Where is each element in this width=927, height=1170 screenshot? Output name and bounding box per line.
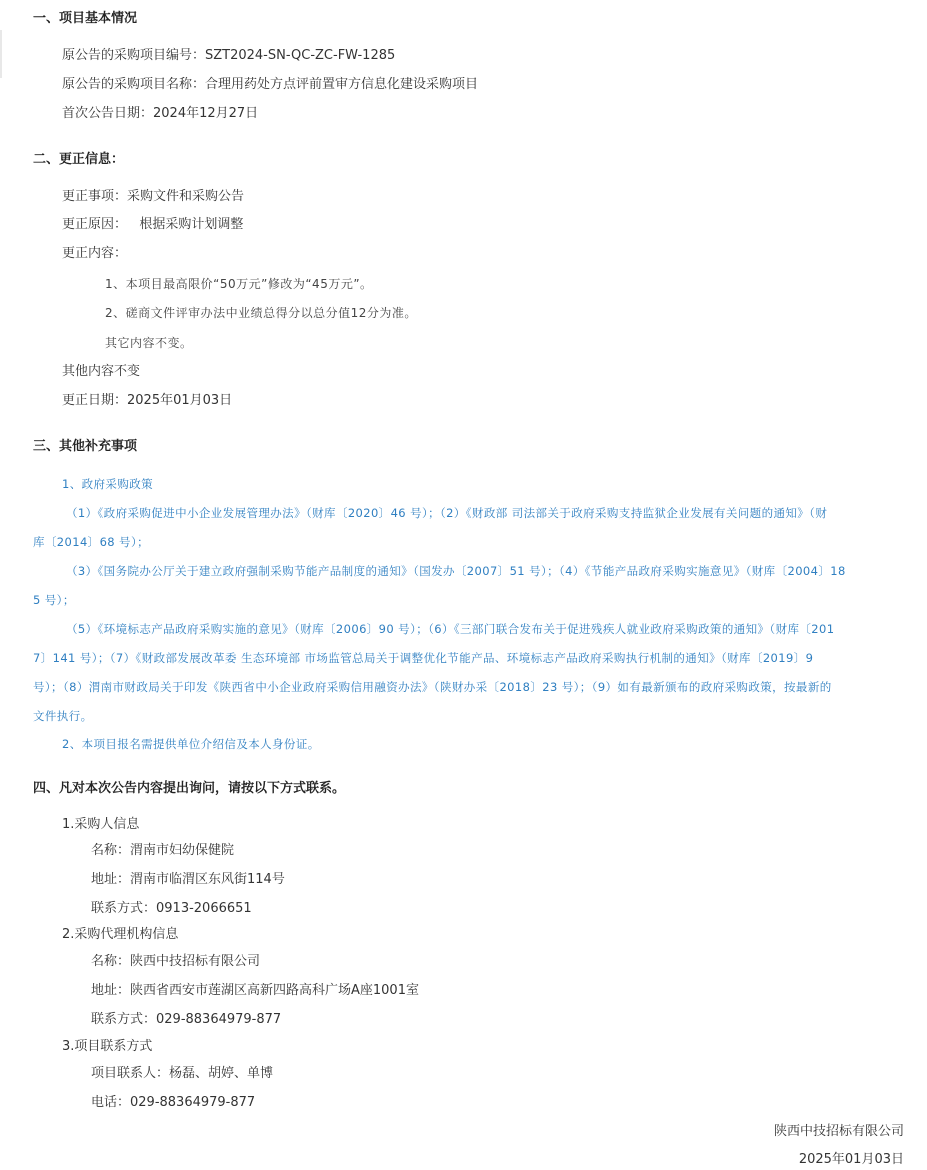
left-edge-divider xyxy=(0,30,2,78)
policy-line: 库〔2014〕68 号）； xyxy=(33,535,150,549)
purchaser-info-title: 1.采购人信息 xyxy=(62,817,140,832)
section-heading-basic-info: 一、项目基本情况 xyxy=(33,11,138,26)
policy-line: （1）《政府采购促进中小企业发展管理办法》（财库〔2020〕46 号）；（2）《财政部 司法部关于政府采购支持监狱企业发展有关问题的通知》（财 xyxy=(66,506,828,520)
policy-line: 号）；（8）渭南市财政局关于印发《陕西省中小企业政府采购信用融资办法》（陕财办采〔2018〕23 号）；（9）如有最新颁布的政府采购政策，按最新的 xyxy=(33,680,832,694)
section-heading-supplementary: 三、其他补充事项 xyxy=(33,439,138,454)
signature-date: 2025年01月03日 xyxy=(798,1152,904,1167)
policy-title: 1、政府采购政策 xyxy=(62,477,154,491)
purchaser-name: 名称：渭南市妇幼保健院 xyxy=(91,843,235,858)
correction-item: 2、磋商文件评审办法中业绩总得分以总分值12分为准。 xyxy=(105,306,417,320)
registration-requirement: 2、本项目报名需提供单位介绍信及本人身份证。 xyxy=(62,737,320,751)
section-heading-contact: 四、凡对本次公告内容提出询问，请按以下方式联系。 xyxy=(33,781,346,796)
correction-content-label: 更正内容： xyxy=(62,246,128,261)
project-contact-title: 3.项目联系方式 xyxy=(62,1039,153,1054)
policy-line: 5 号）； xyxy=(33,593,75,607)
agency-name: 名称：陕西中技招标有限公司 xyxy=(91,954,261,969)
project-contact-person: 项目联系人：杨磊、胡婷、单博 xyxy=(91,1066,274,1081)
section-heading-correction: 二、更正信息： xyxy=(33,152,125,167)
correction-date: 更正日期：2025年01月03日 xyxy=(62,393,233,408)
signature-company: 陕西中技招标有限公司 xyxy=(773,1124,904,1139)
agency-address: 地址：陕西省西安市莲湖区高新四路高科广场A座1001室 xyxy=(91,983,419,998)
policy-line: 7〕141 号）；（7）《财政部发展改革委 生态环境部 市场监管总局关于调整优化节能产品、环境标志产品政府采购执行机制的通知》（财库〔2019〕9 xyxy=(33,651,814,665)
other-content-unchanged: 其他内容不变 xyxy=(62,364,141,379)
policy-line: （3）《国务院办公厅关于建立政府强制采购节能产品制度的通知》（国发办〔2007〕51 号）；（4）《节能产品政府采购实施意见》（财库〔2004〕18 xyxy=(66,564,846,578)
policy-line: （5）《环境标志产品政府采购实施的意见》（财库〔2006〕90 号）；（6）《三部门联合发布关于促进残疾人就业政府采购政策的通知》（财库〔201 xyxy=(66,622,835,636)
first-announcement-date: 首次公告日期：2024年12月27日 xyxy=(62,106,259,121)
purchaser-contact: 联系方式：0913-2066651 xyxy=(91,901,252,916)
project-contact-phone: 电话：029-88364979-877 xyxy=(91,1095,256,1110)
correction-matter: 更正事项：采购文件和采购公告 xyxy=(62,189,245,204)
original-project-number: 原公告的采购项目编号：SZT2024-SN-QC-ZC-FW-1285 xyxy=(62,48,396,63)
policy-line: 文件执行。 xyxy=(33,709,93,723)
correction-item: 其它内容不变。 xyxy=(105,336,193,350)
purchaser-address: 地址：渭南市临渭区东风街114号 xyxy=(91,872,285,887)
agency-info-title: 2.采购代理机构信息 xyxy=(62,927,179,942)
correction-reason: 更正原因： 根据采购计划调整 xyxy=(62,217,244,232)
agency-contact: 联系方式：029-88364979-877 xyxy=(91,1012,282,1027)
correction-item: 1、本项目最高限价“50万元”修改为“45万元”。 xyxy=(105,277,373,291)
original-project-name: 原公告的采购项目名称：合理用药处方点评前置审方信息化建设采购项目 xyxy=(62,77,479,92)
